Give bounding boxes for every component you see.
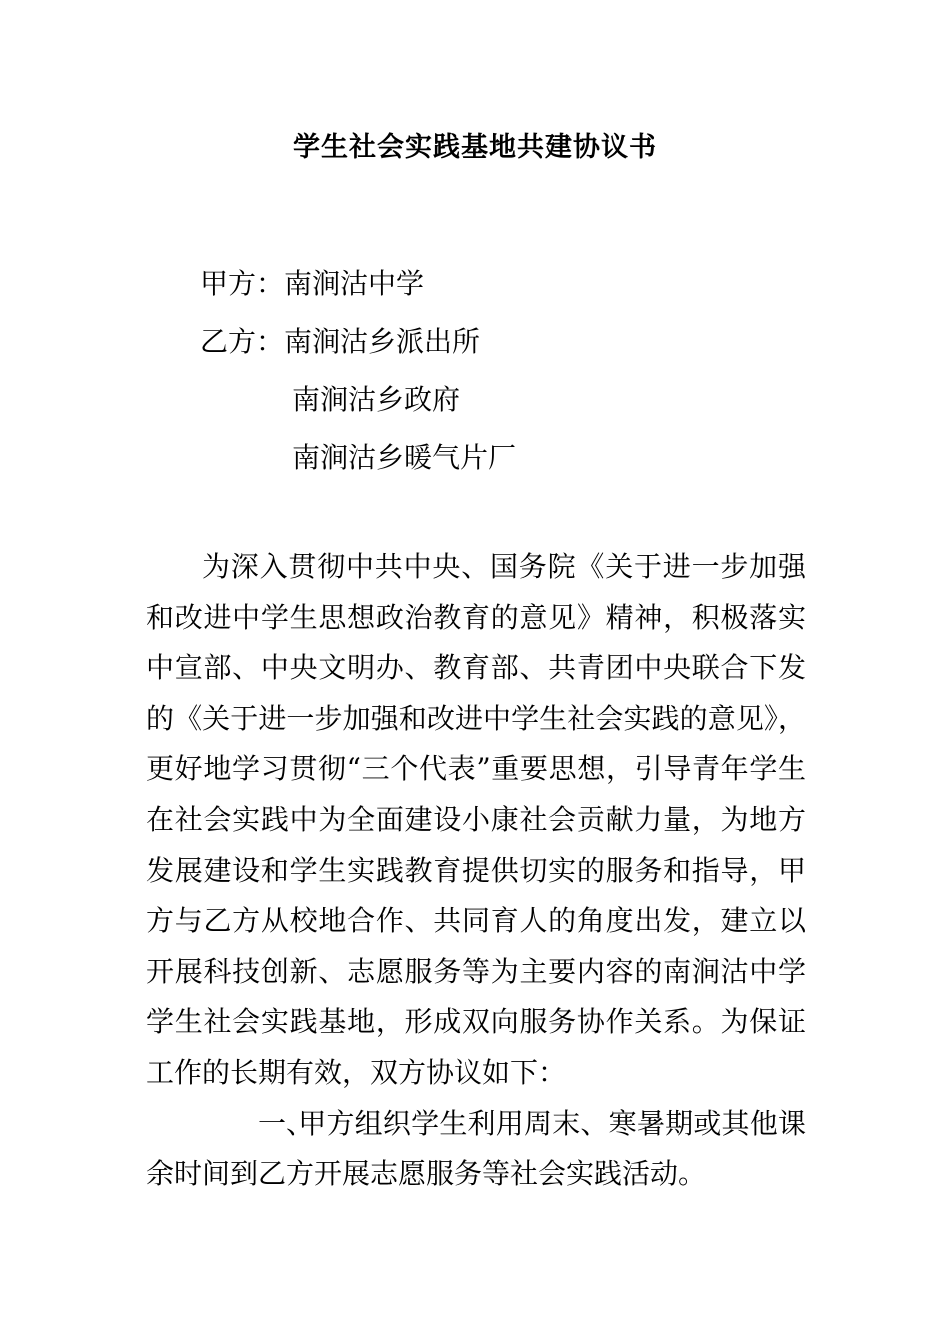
- party-b-line: [200, 313, 820, 371]
- party-b-name: 南涧沽乡暖气片厂: [292, 441, 517, 474]
- party-b-name: 南涧沽乡政府: [292, 383, 461, 416]
- party-b-label: 乙方：: [200, 325, 285, 358]
- party-a-line: [200, 255, 820, 313]
- party-a-name: 南涧沽中学: [284, 267, 425, 300]
- document-body: [146, 542, 806, 1200]
- preamble-paragraph: 为深入贯彻中共中央、国务院《关于进一步加强和改进中学生思想政治教育的意见》精神，积极落实中宣部、中央文明办、教育部、共青团中央联合下发的《关于进一步加强和改进中学生社会实践的意见》，更好地学习贯彻“三个代表”重要思想，引导青年学生在社会实践中为全面建设小康社会贡献力量，为地方发展建设和学生实践教育提供切实的服务和指导，甲方与乙方从校地合作、共同育人的角度出发，建立以开展科技创新、志愿服务等为主要内容的南涧沽中学学生社会实践基地，形成双向服务协作关系。为保证工作的长期有效，双方协议如下：: [146, 550, 806, 1089]
- parties-block: [200, 255, 820, 487]
- document-title: 学生社会实践基地共建协议书: [293, 132, 657, 163]
- party-b-line: [200, 429, 820, 487]
- party-b-name: 南涧沽乡派出所: [284, 325, 481, 358]
- party-b-line: [200, 371, 820, 429]
- party-a-label: 甲方：: [200, 267, 285, 300]
- clause-number: 一、: [258, 1106, 315, 1140]
- clause-text: 甲方组织学生利用周末、寒暑期或其他课余时间到乙方开展志愿服务等社会实践活动。: [146, 1106, 806, 1191]
- clause-paragraph: [146, 1099, 806, 1200]
